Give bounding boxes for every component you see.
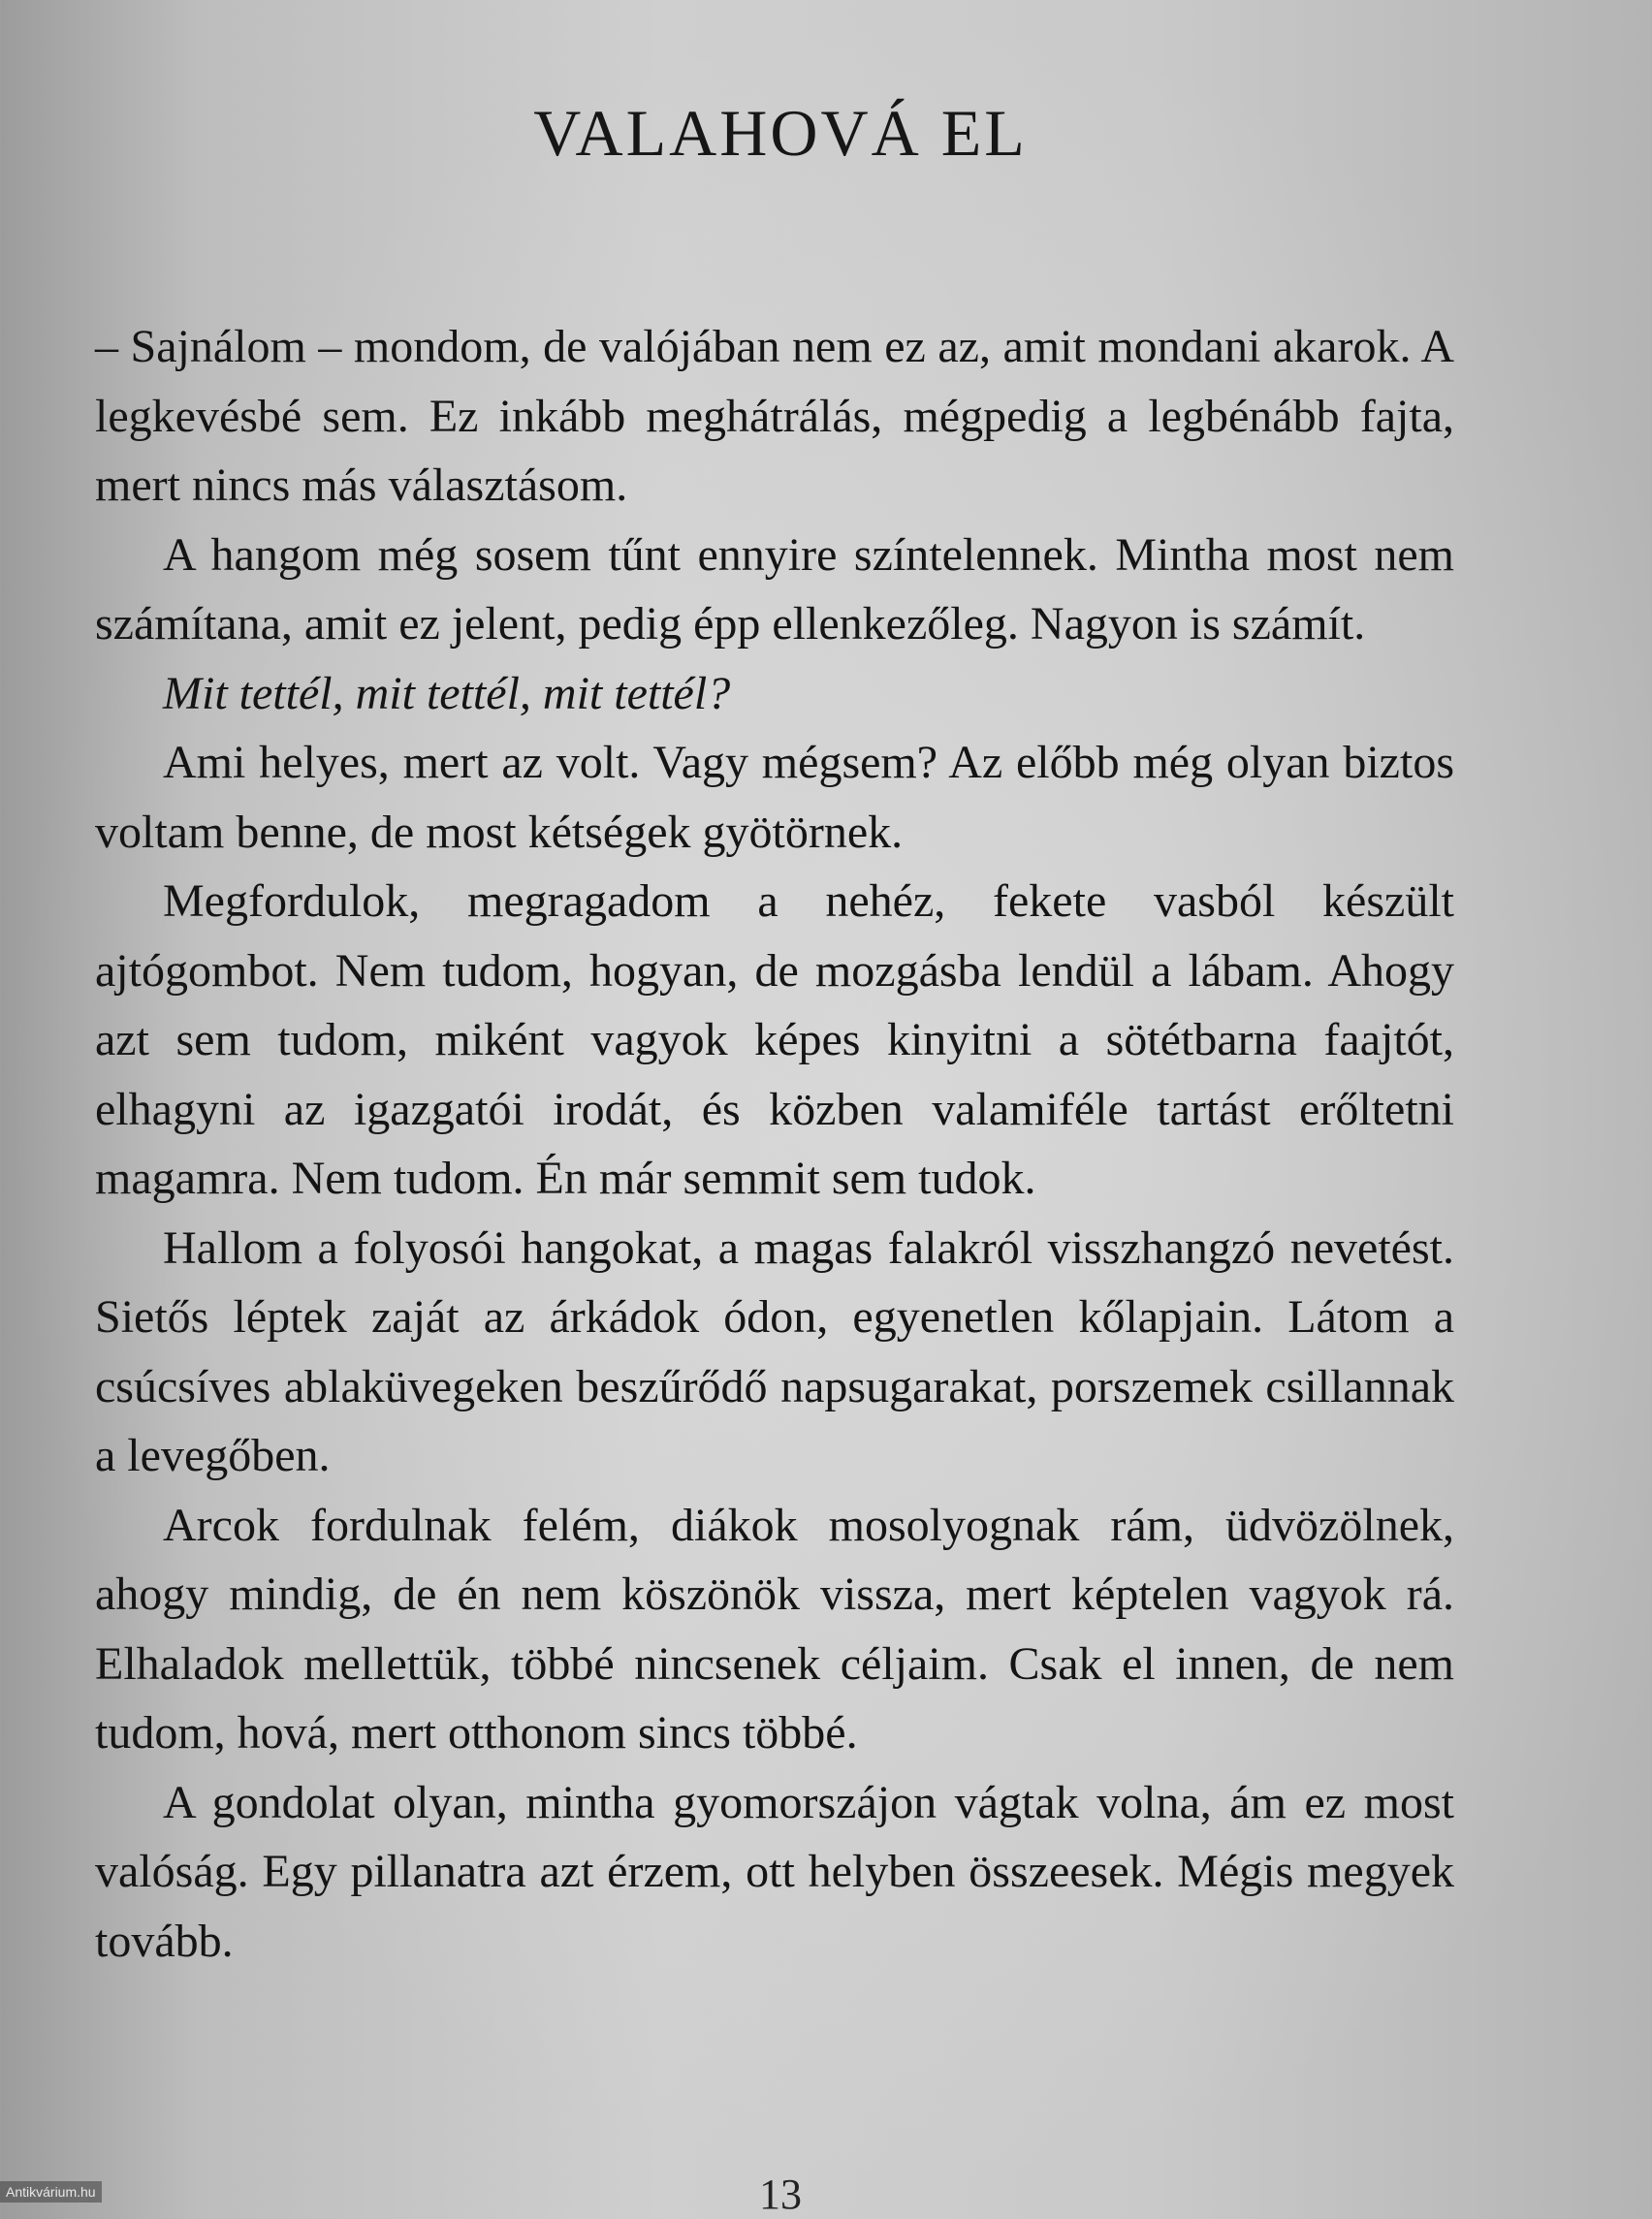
paragraph-italic: Mit tettél, mit tettél, mit tettél?	[163, 667, 731, 719]
watermark: Antikvárium.hu	[0, 2181, 102, 2203]
paragraph: Megfordulok, megragadom a nehéz, fekete vasból készült ajtógombot. Nem tudom, hogyan, de mozgásba lendül a lábam. Ahogy azt sem tudom, miként vagyok képes kinyitni a sötétbarna faajtót, elhagyni az igazgatói irodát, és közben valamiféle tartást erőltetni magamra. Nem tudom. Én már semmit sem tudok.	[95, 875, 1454, 1204]
body-text	[95, 312, 1454, 1976]
paragraph: Hallom a folyosói hangokat, a magas falakról visszhangzó nevetést. Sietős léptek zaját az árkádok ódon, egyenetlen kőlapjain. Látom a csúcsíves ablaküvegeken beszűrődő napsugarakat, porszemek csillannak a levegőben.	[95, 1221, 1454, 1481]
page-number: 13	[759, 2171, 802, 2218]
paragraph: Arcok fordulnak felém, diákok mosolyognak rám, üdvözölnek, ahogy mindig, de én nem köszönök vissza, mert képtelen vagyok rá. Elhaladok mellettük, többé nincsenek céljaim. Csak el innen, de nem tudom, hová, mert otthonom sincs többé.	[95, 1499, 1454, 1759]
paragraph: Ami helyes, mert az volt. Vagy mégsem? Az előbb még olyan biztos voltam benne, de most kétségek gyötörnek.	[95, 737, 1454, 858]
paragraph: A hangom még sosem tűnt ennyire színtelennek. Mintha most nem számítana, amit ez jelent, pedig épp ellenkezőleg. Nagyon is számít.	[95, 528, 1454, 650]
paragraph: – Sajnálom – mondom, de valójában nem ez az, amit mondani akarok. A legkevésbé sem. Ez inkább meghátrálás, mégpedig a legbénább fajta, mert nincs más választásom.	[95, 321, 1454, 511]
paragraph: A gondolat olyan, mintha gyomorszájon vágtak volna, ám ez most valóság. Egy pillanatra azt érzem, ott helyben összeesek. Mégis megyek tovább.	[95, 1776, 1454, 1967]
chapter-title: VALAHOVÁ EL	[533, 96, 1028, 170]
